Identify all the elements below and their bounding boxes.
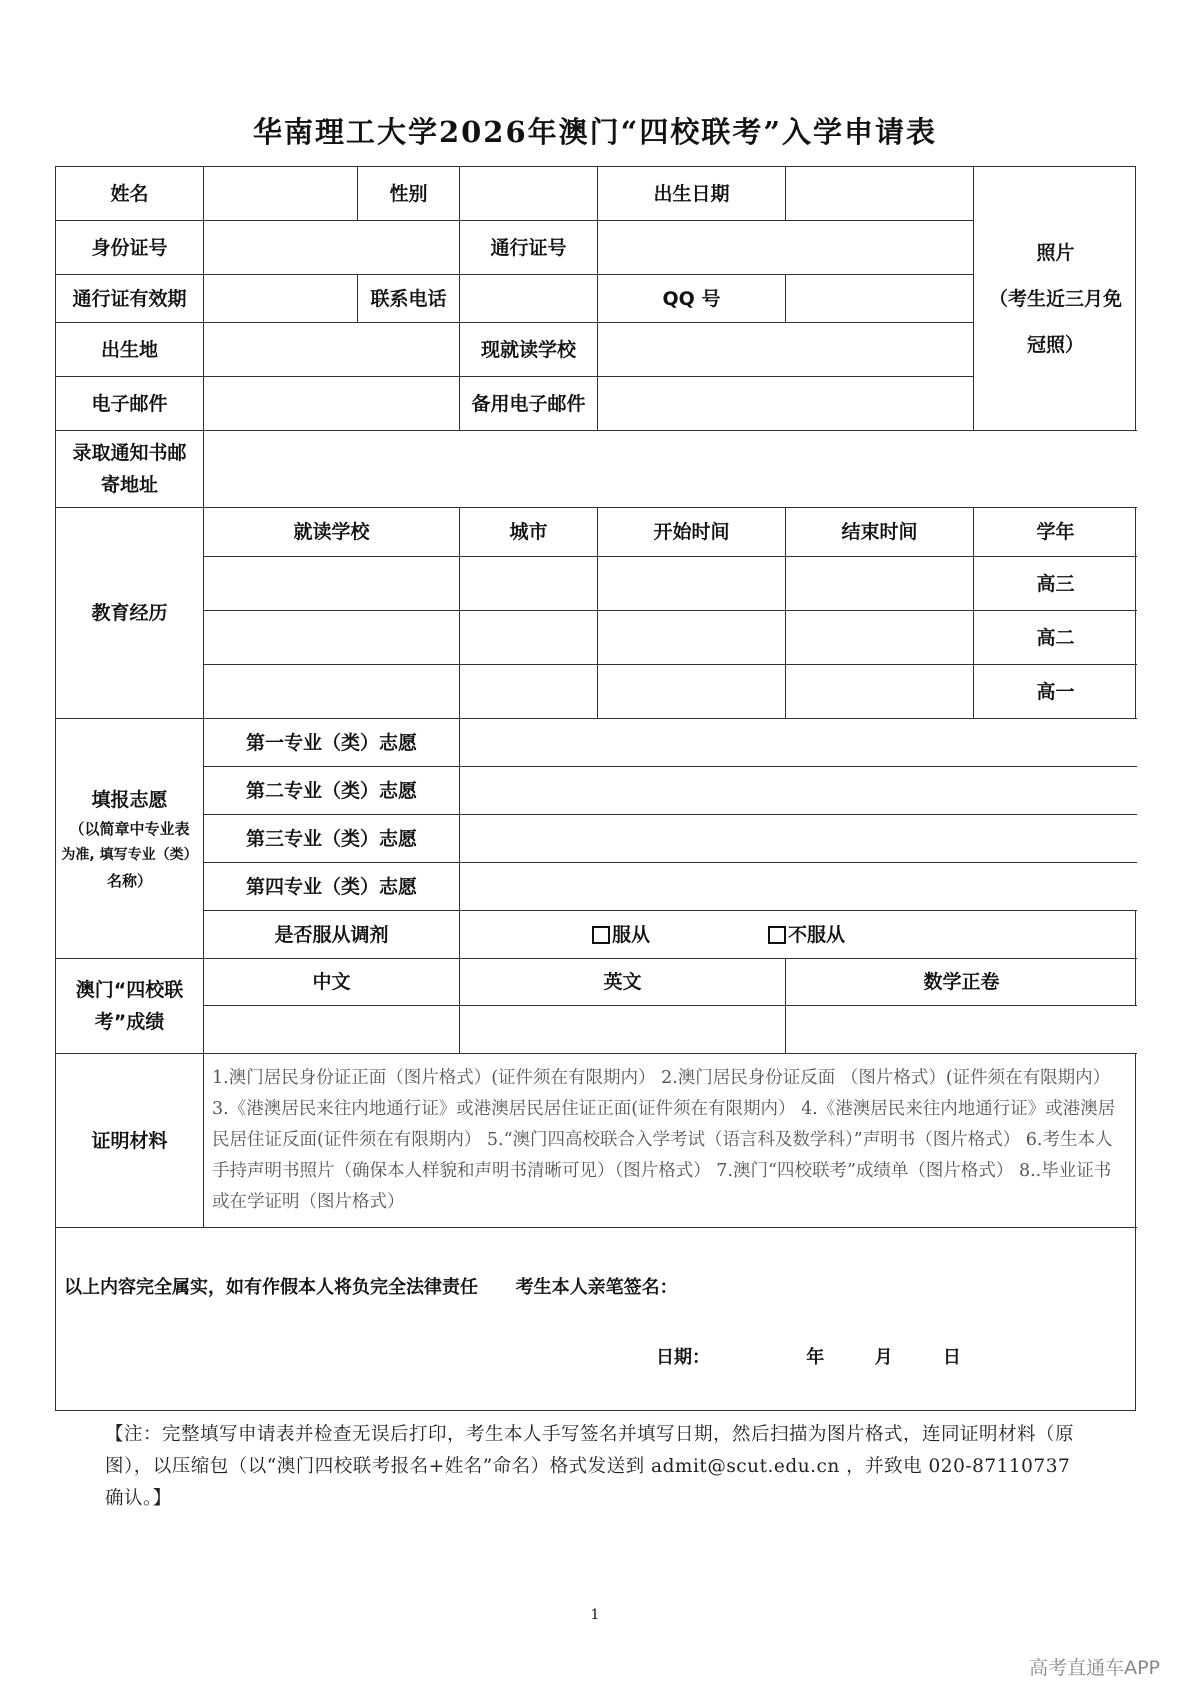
- label-scores: [56, 959, 204, 1054]
- id-card-field[interactable]: [204, 221, 460, 275]
- label-preference-3: 第三专业（类）志愿: [204, 815, 460, 863]
- declaration-statement: 以上内容完全属实，如有作假本人将负完全法律责任: [64, 1277, 478, 1298]
- backup-email-field[interactable]: [598, 377, 974, 431]
- label-preference-4: 第四专业（类）志愿: [204, 863, 460, 911]
- qq-field[interactable]: [786, 275, 974, 323]
- month-label: 月: [874, 1347, 893, 1368]
- page-number: 1: [590, 1607, 600, 1623]
- label-adjustment: 是否服从调剂: [204, 911, 460, 959]
- edu-start-field[interactable]: [598, 665, 786, 719]
- label-scores-1: 澳门“四校联: [75, 979, 184, 1001]
- permit-validity-field[interactable]: [204, 275, 358, 323]
- edu-city-field[interactable]: [460, 665, 598, 719]
- label-name: 姓名: [56, 167, 204, 221]
- edu-header-start: 开始时间: [598, 508, 786, 557]
- birthplace-field[interactable]: [204, 323, 460, 377]
- not-obey-option[interactable]: [768, 919, 845, 951]
- label-scores-2: 考”成绩: [94, 1011, 165, 1033]
- application-form-table: [55, 166, 1136, 1411]
- label-id-card: 身份证号: [56, 221, 204, 275]
- score-header-chinese: 中文: [204, 959, 460, 1006]
- name-field[interactable]: [204, 167, 358, 221]
- label-materials: 证明材料: [56, 1054, 204, 1228]
- score-header-english: 英文: [460, 959, 786, 1006]
- edu-grade: 高二: [974, 611, 1137, 665]
- mailing-address-field[interactable]: [204, 431, 1137, 508]
- signature-label: 考生本人亲笔签名：: [515, 1277, 678, 1298]
- year-label: 年: [806, 1347, 825, 1368]
- label-mailing-address: [56, 431, 204, 508]
- birth-date-field[interactable]: [786, 167, 974, 221]
- form-title: 华南理工大学2026年澳门“四校联考”入学申请表: [252, 115, 938, 149]
- gender-field[interactable]: [460, 167, 598, 221]
- preference-3-field[interactable]: [460, 815, 1137, 863]
- current-school-field[interactable]: [598, 323, 974, 377]
- day-label: 日: [942, 1347, 961, 1368]
- label-preference-2: 第二专业（类）志愿: [204, 767, 460, 815]
- edu-end-field[interactable]: [786, 611, 974, 665]
- edu-school-field[interactable]: [204, 665, 460, 719]
- watermark: 高考直通车APP: [1029, 1657, 1160, 1679]
- photo-hint-2: 冠照）: [1026, 333, 1084, 356]
- edu-end-field[interactable]: [786, 557, 974, 611]
- phone-field[interactable]: [460, 275, 598, 323]
- label-email: 电子邮件: [56, 377, 204, 431]
- date-line: [656, 1342, 991, 1374]
- edu-start-field[interactable]: [598, 557, 786, 611]
- label-current-school: 现就读学校: [460, 323, 598, 377]
- edu-city-field[interactable]: [460, 611, 598, 665]
- obey-label: 服从: [612, 923, 651, 946]
- preferences-title: 填报志愿: [91, 788, 168, 811]
- preference-4-field[interactable]: [460, 863, 1137, 911]
- label-birth-date: 出生日期: [598, 167, 786, 221]
- preference-1-field[interactable]: [460, 719, 1137, 767]
- email-field[interactable]: [204, 377, 460, 431]
- edu-header-year: 学年: [974, 508, 1137, 557]
- materials-list: 1.澳门居民身份证正面（图片格式）(证件须在有限期内） 2.澳门居民身份证反面 （图片格式）(证件须在有限期内） 3.《港澳居民来往内地通行证》或港澳居民居住证正面(证件须在有限期内） 4.《港澳居民来往内地通行证》或港澳居民居住证反面(证件须在有限期内） 5.“澳门四高校联合入学考试（语言科及数学科）”声明书（图片格式） 6.考生本人手持声明书照片（确保本人样貌和声明书清晰可见）（图片格式） 7.澳门“四校联考”成绩单（图片格式） 8..毕业证书或在学证明（图片格式）: [204, 1054, 1137, 1228]
- photo-box[interactable]: [974, 167, 1137, 431]
- edu-school-field[interactable]: [204, 557, 460, 611]
- edu-header-end: 结束时间: [786, 508, 974, 557]
- permit-no-field[interactable]: [598, 221, 974, 275]
- edu-grade: 高三: [974, 557, 1137, 611]
- obey-checkbox[interactable]: [592, 926, 610, 944]
- score-math-field[interactable]: [786, 1006, 1137, 1054]
- label-gender: 性别: [358, 167, 460, 221]
- score-header-math: 数学正卷: [786, 959, 1137, 1006]
- edu-start-field[interactable]: [598, 611, 786, 665]
- label-birthplace: 出生地: [56, 323, 204, 377]
- photo-label: 照片: [1036, 241, 1075, 264]
- not-obey-checkbox[interactable]: [768, 926, 786, 944]
- label-mailing-address-1: 录取通知书邮: [72, 442, 187, 464]
- label-preference-1: 第一专业（类）志愿: [204, 719, 460, 767]
- label-phone: 联系电话: [358, 275, 460, 323]
- preferences-note-1: （以简章中专业表: [69, 819, 190, 838]
- photo-hint-1: （考生近三月免: [988, 287, 1122, 310]
- edu-school-field[interactable]: [204, 611, 460, 665]
- not-obey-label: 不服从: [788, 923, 846, 946]
- edu-end-field[interactable]: [786, 665, 974, 719]
- label-preferences: [56, 719, 204, 959]
- label-qq: QQ 号: [598, 275, 786, 323]
- edu-grade: 高一: [974, 665, 1137, 719]
- preference-2-field[interactable]: [460, 767, 1137, 815]
- edu-city-field[interactable]: [460, 557, 598, 611]
- adjustment-options: [460, 911, 1137, 959]
- submission-note: 【注：完整填写申请表并检查无误后打印，考生本人手写签名并填写日期，然后扫描为图片格式，连同证明材料（原图），以压缩包（以“澳门四校联考报名+姓名”命名）格式发送到 admit@scut.edu.cn ，并致电 020-87110737 确认。】: [105, 1424, 1075, 1509]
- score-english-field[interactable]: [460, 1006, 786, 1054]
- label-education: 教育经历: [56, 508, 204, 719]
- score-chinese-field[interactable]: [204, 1006, 460, 1054]
- declaration-section: [56, 1228, 1137, 1415]
- label-permit-no: 通行证号: [460, 221, 598, 275]
- preferences-note-3: 名称）: [106, 871, 152, 890]
- date-label: 日期：: [656, 1347, 710, 1368]
- declaration-line: [64, 1272, 678, 1304]
- edu-header-city: 城市: [460, 508, 598, 557]
- label-mailing-address-2: 寄地址: [100, 474, 158, 496]
- preferences-note-2: 为准, 填写专业（类）: [61, 846, 198, 863]
- edu-header-school: 就读学校: [204, 508, 460, 557]
- label-backup-email: 备用电子邮件: [460, 377, 598, 431]
- obey-option[interactable]: [592, 919, 650, 951]
- label-permit-validity: 通行证有效期: [56, 275, 204, 323]
